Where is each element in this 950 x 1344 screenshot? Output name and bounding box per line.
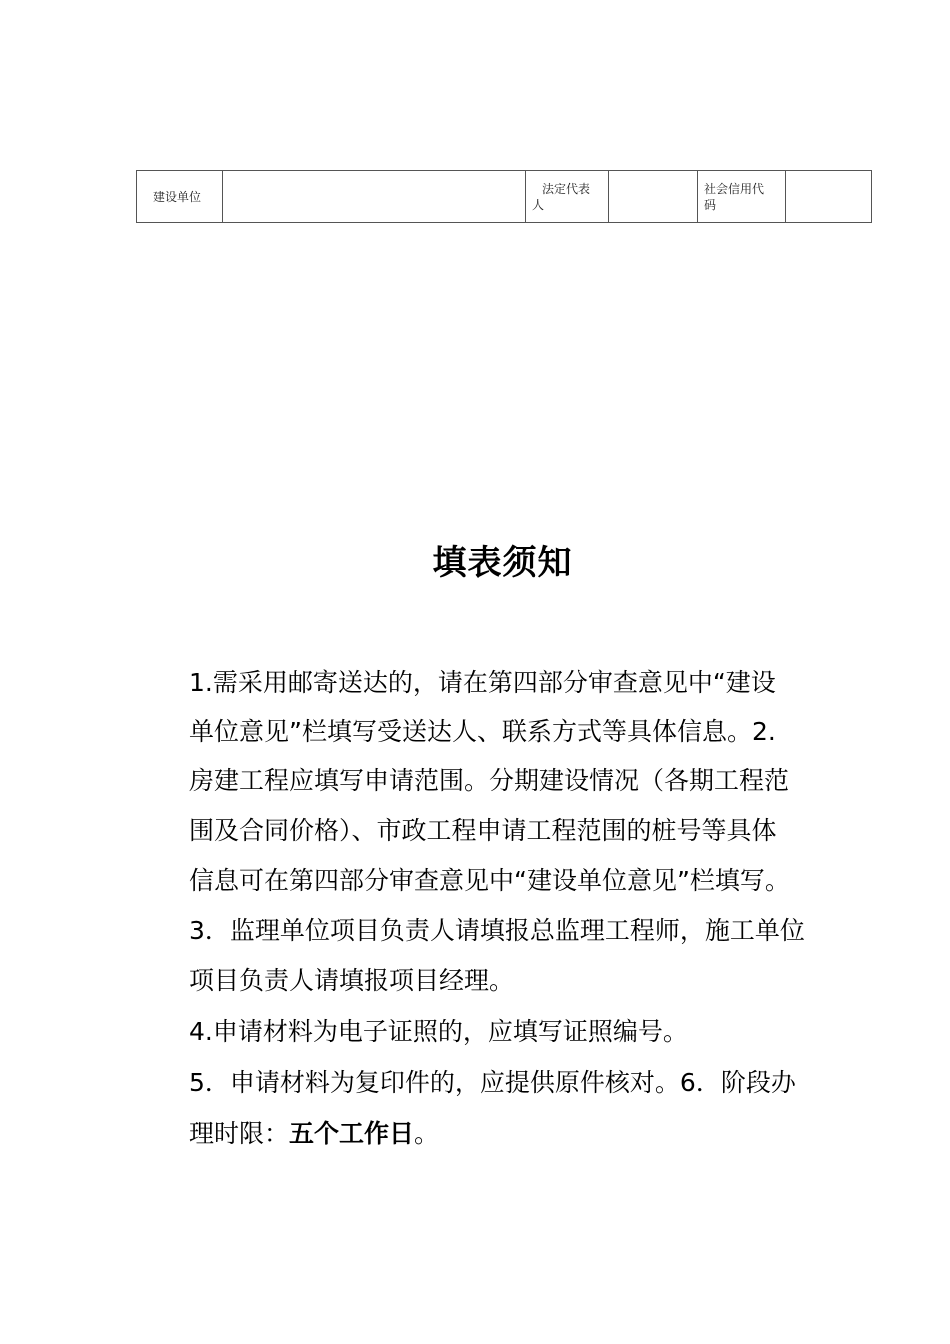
notice-line: 项目负责人请填报项目经理。 bbox=[189, 966, 515, 995]
social-credit-code-field[interactable] bbox=[786, 171, 872, 223]
notice-line: 房建工程应填写申请范围。分期建设情况（各期工程范 bbox=[189, 766, 790, 795]
notice-line: 单位意见”栏填写受送达人、联系方式等具体信息。2. bbox=[189, 717, 776, 746]
notice-last-prefix: 理时限： bbox=[189, 1119, 290, 1148]
notice-line: 5．申请材料为复印件的，应提供原件核对。6．阶段办 bbox=[189, 1068, 796, 1097]
legal-representative-label: 法定代表 人 bbox=[526, 171, 609, 223]
construction-unit-label: 建设单位 bbox=[137, 171, 223, 223]
notice-line: 1.需采用邮寄送达的，请在第四部分审查意见中“建设 bbox=[189, 668, 776, 697]
notice-line-last bbox=[189, 1117, 439, 1151]
construction-unit-field[interactable] bbox=[223, 171, 526, 223]
notice-line: 4.申请材料为电子证照的，应填写证照编号。 bbox=[189, 1017, 688, 1046]
processing-time-limit: 五个工作日 bbox=[289, 1119, 415, 1148]
legal-representative-field[interactable] bbox=[609, 171, 698, 223]
page-title: 填表须知 bbox=[432, 543, 573, 583]
notice-line: 3．监理单位项目负责人请填报总监理工程师，施工单位 bbox=[189, 916, 805, 945]
notice-last-suffix: 。 bbox=[414, 1119, 440, 1148]
table-row bbox=[137, 171, 872, 223]
notice-line: 围及合同价格）、市政工程申请工程范围的桩号等具体 bbox=[189, 816, 777, 845]
construction-info-table bbox=[136, 170, 872, 223]
notice-line: 信息可在第四部分审查意见中“建设单位意见”栏填写。 bbox=[189, 866, 790, 895]
social-credit-code-label: 社会信用代 码 bbox=[698, 171, 786, 223]
